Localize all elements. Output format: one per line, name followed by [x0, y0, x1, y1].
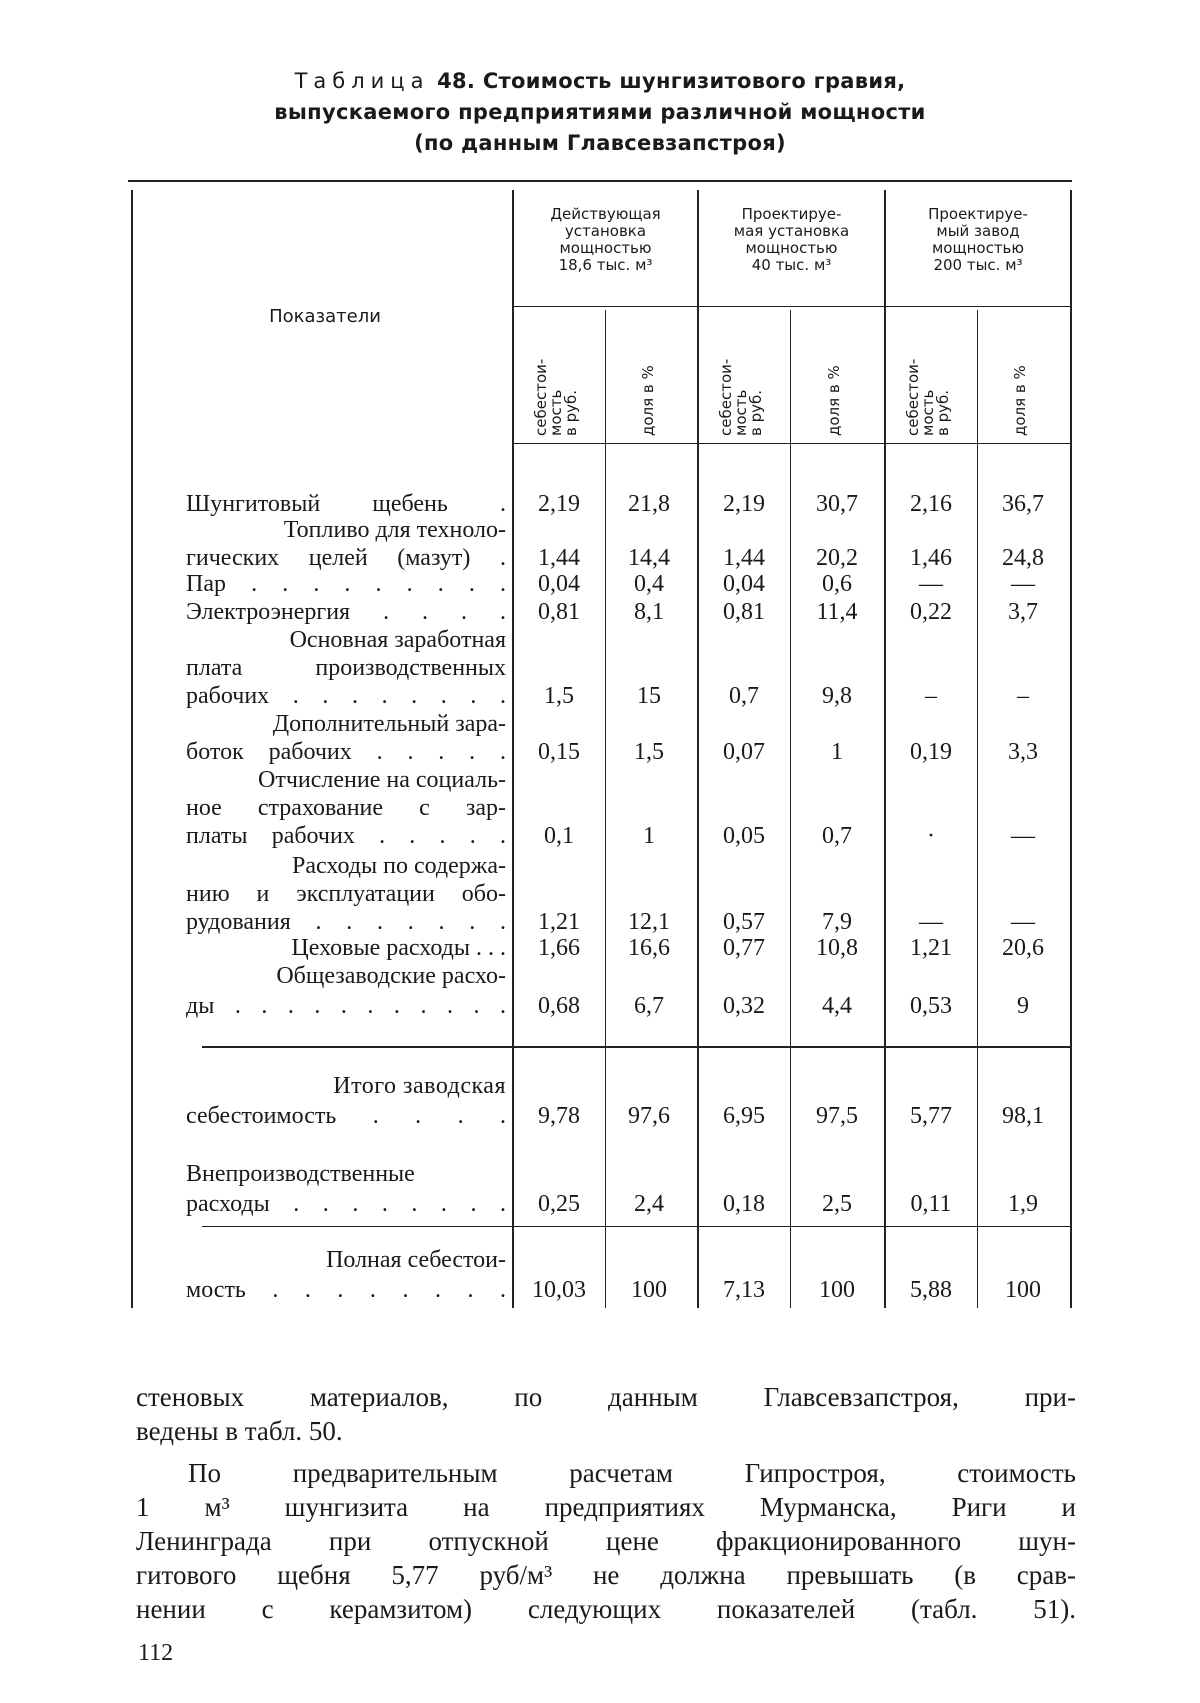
table-cell: 10,03 [532, 1277, 586, 1303]
table-cell: 20,2 [816, 545, 858, 571]
table-cell: 1,21 [910, 935, 952, 961]
row-label-b: плата производственных [186, 655, 506, 681]
caption-lead: Таблица [294, 69, 430, 93]
table-cell: 1,66 [538, 935, 580, 961]
param-header: Показатели [269, 306, 381, 327]
row-label-b: ное страхование с зар- [186, 795, 506, 821]
sub-divider-3 [977, 310, 978, 1308]
table-cell: 0,68 [538, 993, 580, 1019]
table-cell: – [925, 683, 937, 709]
table-cell: 1,9 [1008, 1191, 1038, 1217]
table-cell: 5,88 [910, 1277, 952, 1303]
table-cell: 0,18 [723, 1191, 765, 1217]
header-bottom-rule [512, 443, 1072, 444]
subheader-share-3: доля в % [1011, 365, 1029, 436]
table-cell: · [927, 823, 935, 849]
row-label: ды . . . . . . . . . . . [186, 993, 506, 1019]
caption-number: 48. [437, 69, 476, 93]
table-cell: 0,4 [634, 571, 664, 597]
table-cell: 30,7 [816, 491, 858, 517]
table-cell: 36,7 [1002, 491, 1044, 517]
caption-line1: Стоимость шунгизитового гравия, [482, 69, 906, 93]
table-cell: 0,07 [723, 739, 765, 765]
table-cell: – [1017, 683, 1029, 709]
table-cell: 9,78 [538, 1103, 580, 1129]
row-label: рабочих . . . . . . . . [186, 683, 506, 709]
table-cell: 0,04 [538, 571, 580, 597]
table-cell: 1,5 [634, 739, 664, 765]
table-cell: 1,44 [538, 545, 580, 571]
table-cell: — [919, 909, 943, 935]
table-cell: 16,6 [628, 935, 670, 961]
table-cell: 100 [1005, 1277, 1041, 1303]
group-header-3: Проектируе- мый завод мощностью 200 тыс. м³ [928, 205, 1028, 274]
table-right-border [1070, 190, 1072, 1308]
table-cell: 1,21 [538, 909, 580, 935]
full-cost-label: мость . . . . . . . . [186, 1277, 506, 1303]
table-cell: 100 [631, 1277, 667, 1303]
table-top-rule [128, 180, 1072, 182]
subheader-share-1: доля в % [639, 365, 657, 436]
nonprod-label-a: Внепроизводственные [186, 1161, 415, 1187]
table-cell: 20,6 [1002, 935, 1044, 961]
table-cell: 1,44 [723, 545, 765, 571]
table-cell: 0,25 [538, 1191, 580, 1217]
paragraph-line: нении с керамзитом) следующих показателей (табл. 51). [136, 1594, 1076, 1624]
paragraph-line: гитового щебня 5,77 руб/м³ не должна превышать (в срав- [136, 1560, 1076, 1590]
row-label-b: нию и эксплуатации обо- [186, 881, 506, 907]
table-cell: 0,15 [538, 739, 580, 765]
paragraph-line: 1 м³ шунгизита на предприятиях Мурманска, Риги и [136, 1492, 1076, 1522]
table-cell: 0,53 [910, 993, 952, 1019]
table-cell: 8,1 [634, 599, 664, 625]
total-separator-rule [202, 1046, 1072, 1048]
table-cell: 0,22 [910, 599, 952, 625]
table-left-border [131, 190, 133, 1308]
row-label: Шунгитовый щебень . [186, 491, 506, 517]
row-label-a: Отчисление на социаль- [258, 767, 506, 793]
table-cell: 5,77 [910, 1103, 952, 1129]
row-label: платы рабочих . . . . . [186, 823, 506, 849]
table-cell: 6,7 [634, 993, 664, 1019]
subheader-cost-3: себестои- мость в руб. [904, 358, 952, 436]
total-factory-label: себестоимость . . . . [186, 1103, 506, 1129]
table-cell: 21,8 [628, 491, 670, 517]
sub-divider-1 [605, 310, 606, 1308]
row-label-a: Топливо для техноло- [283, 517, 506, 543]
table-cell: 12,1 [628, 909, 670, 935]
table-cell: 2,16 [910, 491, 952, 517]
total-factory-label-a: Итого заводская [333, 1073, 506, 1099]
table-cell: 98,1 [1002, 1103, 1044, 1129]
table-cell: 1,46 [910, 545, 952, 571]
table-cell: 4,4 [822, 993, 852, 1019]
table-cell: 9 [1017, 993, 1029, 1019]
table-cell: 97,5 [816, 1103, 858, 1129]
subheader-cost-2: себестои- мость в руб. [717, 358, 765, 436]
table-cell: 1 [643, 823, 655, 849]
table-cell: 0,81 [538, 599, 580, 625]
group-divider-1 [697, 190, 699, 1308]
nonprod-label: расходы . . . . . . . . [186, 1191, 506, 1217]
table-cell: 0,7 [729, 683, 759, 709]
table-cell: 2,19 [723, 491, 765, 517]
sub-divider-2 [790, 310, 791, 1308]
row-label-a: Дополнительный зара- [272, 711, 506, 737]
table-cell: 7,13 [723, 1277, 765, 1303]
subheader-cost-1: себестои- мость в руб. [532, 358, 580, 436]
table-cell: 0,77 [723, 935, 765, 961]
table-cell: 7,9 [822, 909, 852, 935]
paragraph-line: По предварительным расчетам Гипростроя, стоимость [188, 1458, 1076, 1488]
table-cell: 2,5 [822, 1191, 852, 1217]
row-label: Пар . . . . . . . . . [186, 571, 506, 597]
row-label: Электроэнергия . . . . [186, 599, 506, 625]
table-cell: 0,1 [544, 823, 574, 849]
row-label-a: Расходы по содержа- [292, 853, 506, 879]
table-caption [130, 66, 1070, 159]
paragraph-line: стеновых материалов, по данным Главсевзапстроя, при- [136, 1382, 1076, 1412]
row-label: гических целей (мазут) . [186, 545, 506, 571]
row-label-a: Общезаводские расхо- [276, 963, 506, 989]
param-column-divider [512, 190, 514, 1308]
group-header-1: Действующая установка мощностью 18,6 тыс. м³ [550, 205, 661, 274]
full-cost-separator-rule [202, 1226, 1072, 1227]
table-cell: 100 [819, 1277, 855, 1303]
row-label-a: Основная заработная [289, 627, 506, 653]
table-cell: — [919, 571, 943, 597]
table-cell: 0,7 [822, 823, 852, 849]
table-cell: 0,81 [723, 599, 765, 625]
table-cell: 3,3 [1008, 739, 1038, 765]
table-cell: 0,11 [910, 1191, 952, 1217]
table-cell: 0,04 [723, 571, 765, 597]
page-number: 112 [138, 1640, 174, 1666]
table-cell: 0,19 [910, 739, 952, 765]
paragraph-line: ведены в табл. 50. [136, 1416, 343, 1446]
group-divider-2 [884, 190, 886, 1308]
caption-line2: выпускаемого предприятиями различной мощности [274, 100, 926, 124]
row-label: Цеховые расходы . . . [291, 935, 506, 961]
row-label: рудования . . . . . . . [186, 909, 506, 935]
row-label: боток рабочих . . . . . [186, 739, 506, 765]
table-cell: — [1011, 823, 1035, 849]
table-cell: 1 [831, 739, 843, 765]
table-cell: — [1011, 909, 1035, 935]
table-cell: 2,19 [538, 491, 580, 517]
table-cell: 10,8 [816, 935, 858, 961]
group-header-2: Проектируе- мая установка мощностью 40 тыс. м³ [733, 205, 850, 274]
table-cell: 24,8 [1002, 545, 1044, 571]
table-cell: 9,8 [822, 683, 852, 709]
caption-line3: (по данным Главсевзапстроя) [414, 131, 786, 155]
subheader-share-2: доля в % [825, 365, 843, 436]
table-cell: 2,4 [634, 1191, 664, 1217]
table-cell: 97,6 [628, 1103, 670, 1129]
table-cell: 15 [637, 683, 661, 709]
table-cell: 11,4 [816, 599, 858, 625]
table-cell: 0,6 [822, 571, 852, 597]
paragraph-line: Ленинграда при отпускной цене фракционированного шун- [136, 1526, 1076, 1556]
table-cell: 0,57 [723, 909, 765, 935]
table-cell: 0,05 [723, 823, 765, 849]
group-header-rule [512, 306, 1072, 307]
table-cell: — [1011, 571, 1035, 597]
table-cell: 6,95 [723, 1103, 765, 1129]
table-cell: 1,5 [544, 683, 574, 709]
table-cell: 14,4 [628, 545, 670, 571]
table-cell: 3,7 [1008, 599, 1038, 625]
full-cost-label-a: Полная себестои- [326, 1247, 506, 1273]
table-cell: 0,32 [723, 993, 765, 1019]
